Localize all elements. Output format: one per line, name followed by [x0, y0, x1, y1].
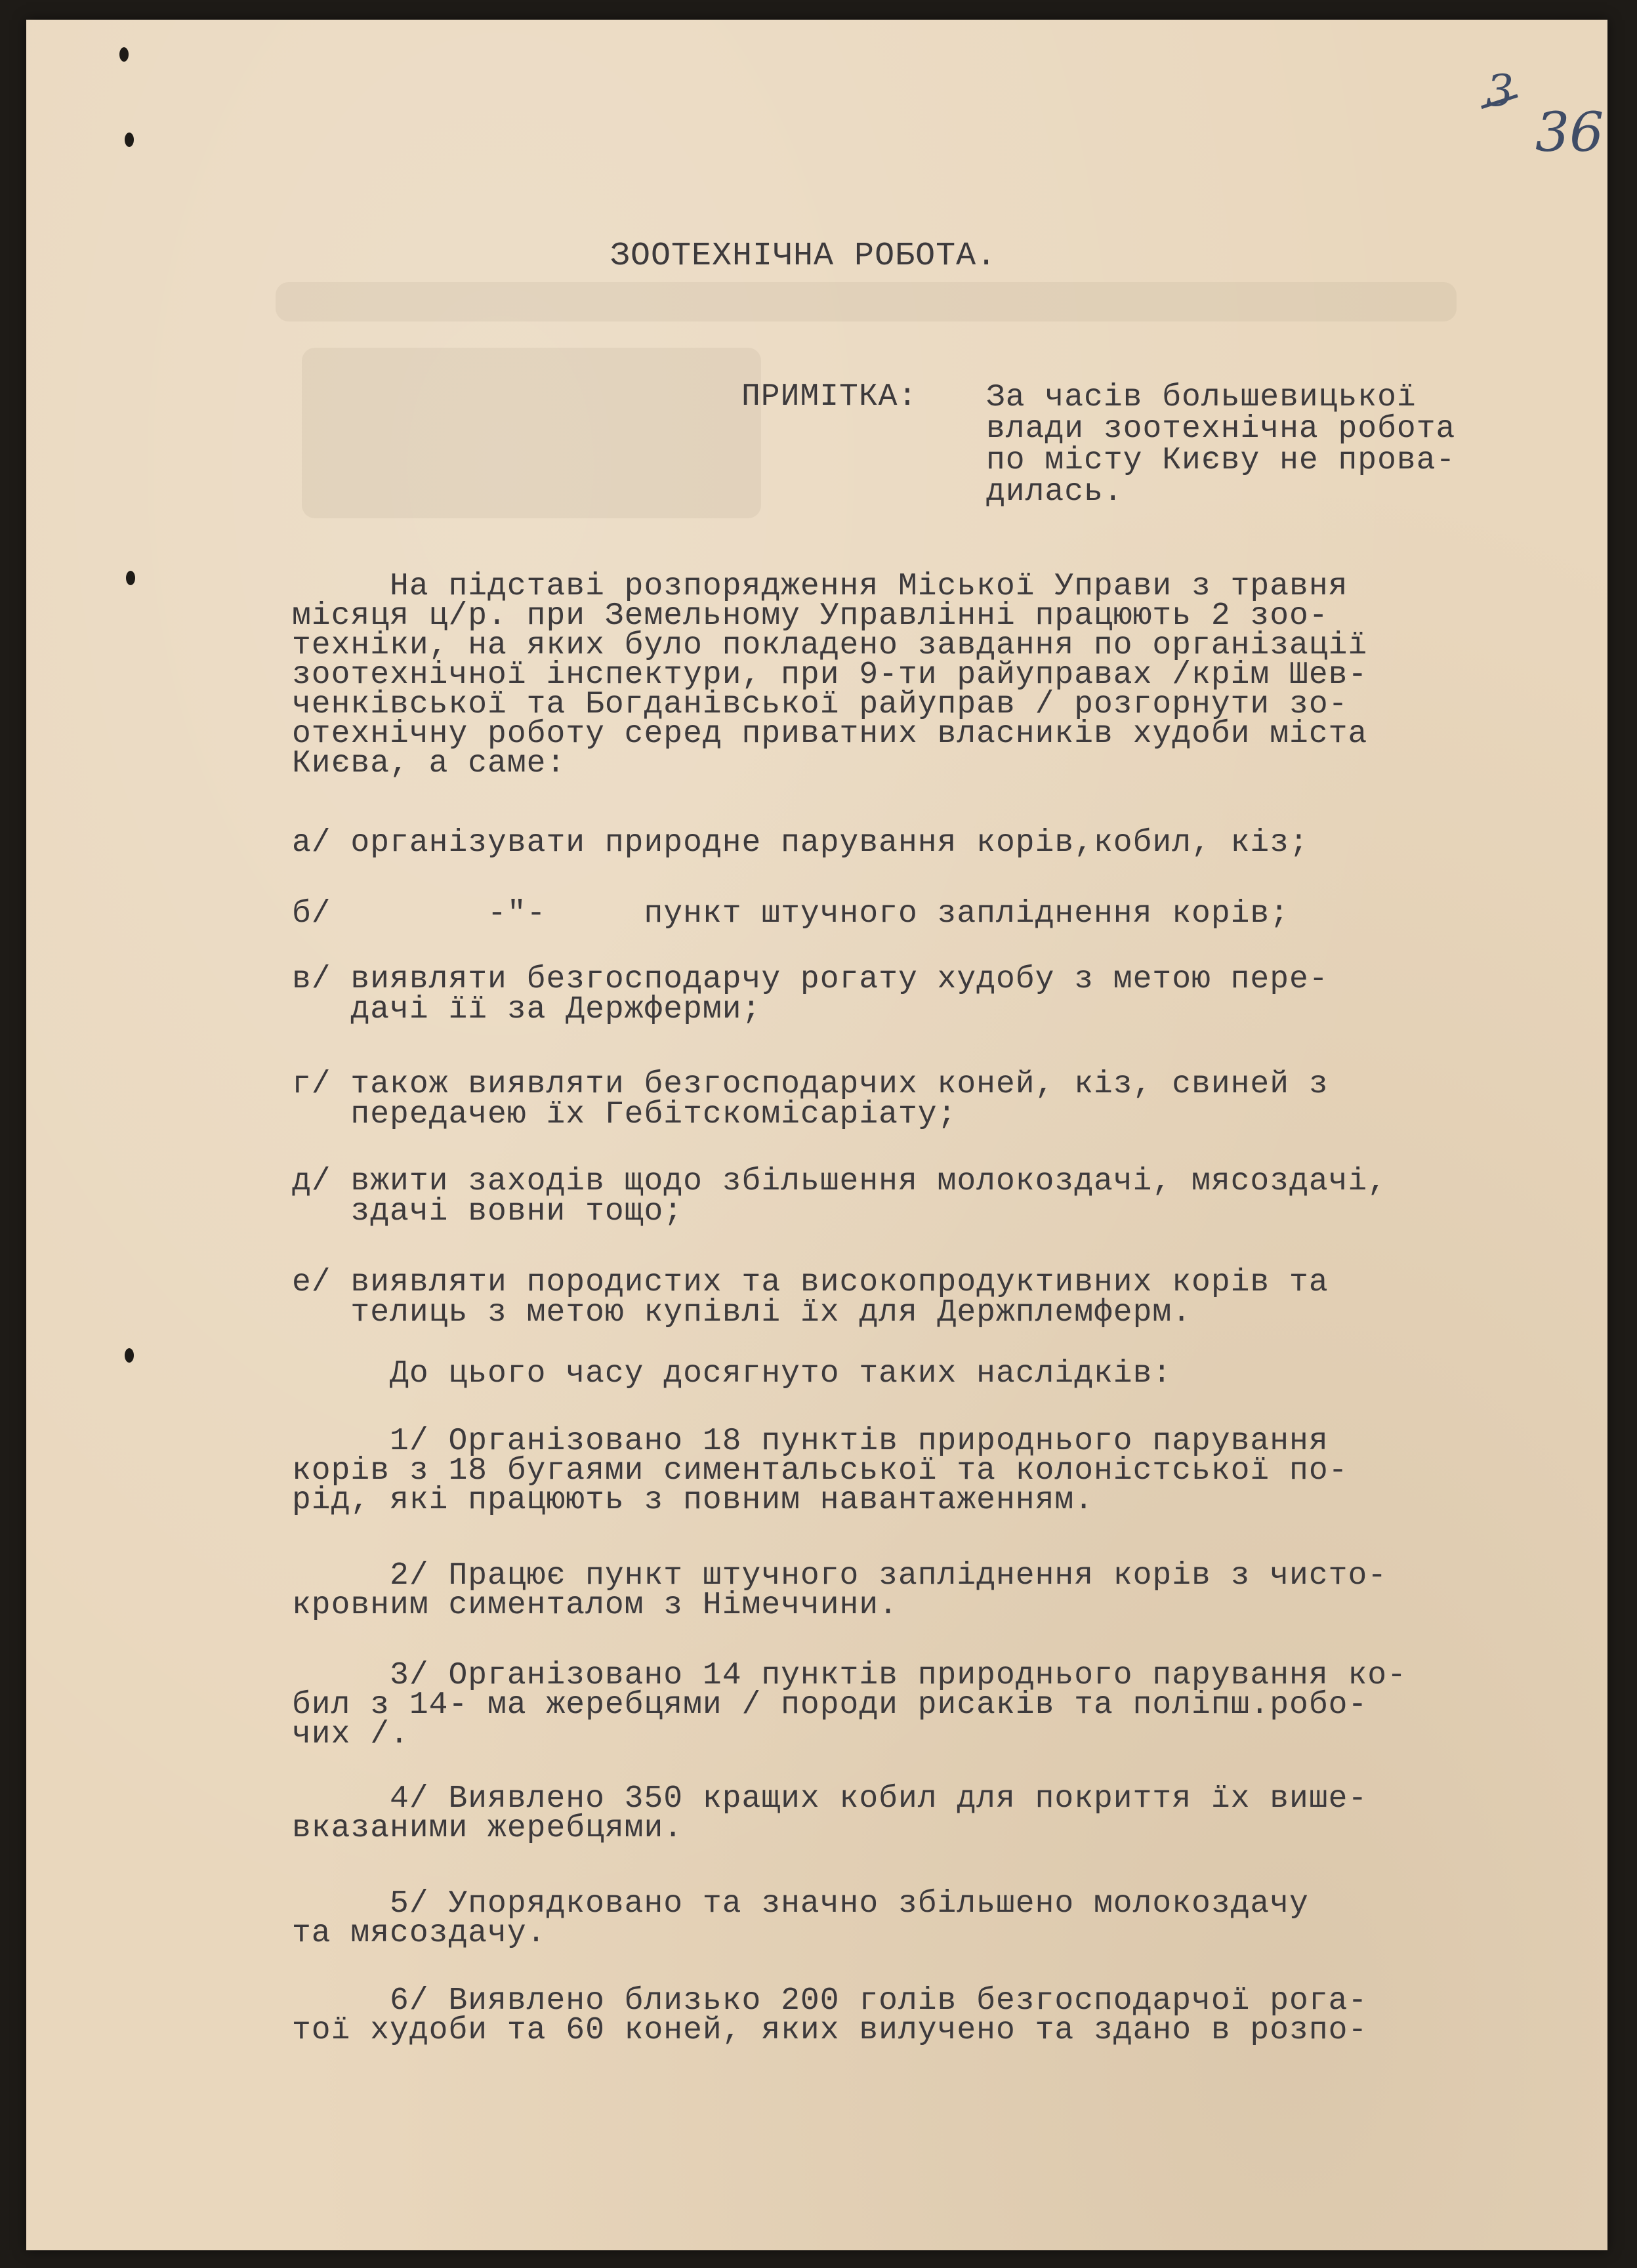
note-line: влади зоотехнічна робота	[986, 411, 1456, 447]
intro-paragraph	[292, 569, 1368, 781]
result-item-4: 4/ Виявлено 350 кращих кобил для покриття їх више- вказаними жеребцями.	[292, 1781, 1368, 1846]
binding-hole	[119, 47, 129, 62]
archive-folio-number: 3	[1486, 66, 1514, 116]
bleed-through-text	[302, 348, 761, 518]
task-item-a: а/ організувати природне парування корів,кобил, кіз;	[292, 825, 1309, 861]
task-item-b: б/ -"- пункт штучного запліднення корів;	[292, 896, 1290, 932]
document-page	[26, 20, 1607, 2250]
result-item-2: 2/ Працює пункт штучного запліднення корів з чисто- кровним сименталом з Німеччини.	[292, 1558, 1388, 1623]
note-line: дилась.	[986, 474, 1123, 510]
paragraph-line: На підставі розпорядження Міської Управи з травня	[292, 569, 1348, 604]
paragraph-line: техніки, на яких було покладено завдання по організації	[292, 628, 1368, 663]
paragraph-line: отехнічну роботу серед приватних власників худоби міста	[292, 716, 1368, 752]
results-intro: До цього часу досягнуто таких наслідків:	[292, 1356, 1172, 1392]
result-item-1: 1/ Організовано 18 пунктів природнього парування корів з 18 бугаями симентальської та колоністської по- рід, які працюють з повним навантаженням.	[292, 1424, 1348, 1518]
note-label: ПРИМІТКА:	[741, 379, 918, 415]
result-item-5: 5/ Упорядковано та значно збільшено молокоздачу та мясоздачу.	[292, 1886, 1309, 1951]
task-item-e: е/ виявляти породистих та високопродуктивних корів та телиць з метою купівлі їх для Держплемферм.	[292, 1265, 1329, 1330]
paragraph-line: ченківської та Богданівської райуправ / розгорнути зо-	[292, 687, 1348, 722]
task-item-d: д/ вжити заходів щодо збільшення молокоздачі, мясоздачі, здачі вовни тощо;	[292, 1164, 1388, 1229]
archive-page-number: 36	[1535, 102, 1604, 164]
task-item-h: г/ також виявляти безгосподарчих коней, кіз, свиней з передачею їх Гебітскомісаріату;	[292, 1067, 1329, 1132]
binding-hole	[126, 571, 135, 585]
paragraph-line: зоотехнічної інспектури, при 9-ти райуправах /крім Шев-	[292, 657, 1368, 693]
result-item-3: 3/ Організовано 14 пунктів природнього парування ко- бил з 14- ма жеребцями / породи рисаків та поліпш.робо- чих /.	[292, 1658, 1407, 1752]
binding-hole	[125, 133, 134, 147]
bleed-through-text	[276, 282, 1457, 321]
document-title: ЗООТЕХНІЧНА РОБОТА.	[610, 237, 997, 275]
note-line: по місту Києву не прова-	[986, 443, 1456, 478]
binding-hole	[125, 1348, 134, 1363]
paragraph-line: Києва, а саме:	[292, 746, 566, 781]
result-item-6: 6/ Виявлено близько 200 голів безгосподарчої рога- тої худоби та 60 коней, яких вилучено та здано в розпо-	[292, 1983, 1368, 2048]
task-item-v: в/ виявляти безгосподарчу рогату худобу з метою пере- дачі її за Держферми;	[292, 962, 1329, 1027]
note-line: За часів большевицької	[986, 380, 1417, 415]
paragraph-line: місяця ц/р. при Земельному Управлінні працюють 2 зоо-	[292, 598, 1329, 634]
note-text	[986, 382, 1455, 508]
